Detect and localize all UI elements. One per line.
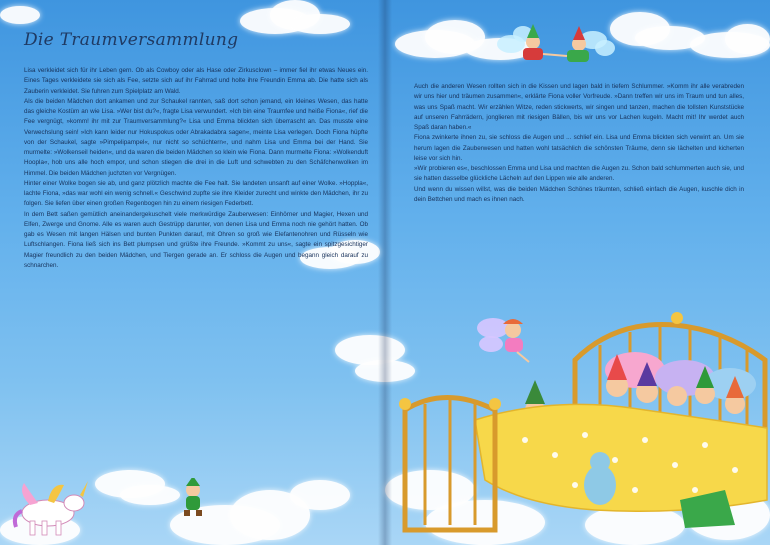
page-right [385, 0, 770, 545]
elf-icon [176, 478, 210, 518]
paragraph: Lisa verkleidet sich für ihr Leben gern. Ob als Cowboy oder als Hase oder Zirkusclown – immer fiel ihr etwas Neues ein. Eines Tages verkleidete sie sich als Fee, setzte sich auf ihr Fahrrad und holte ihre Freundin Emma ab. Die hatte sich als Zauberin verkleidet. Sie fuhren zum Spielplatz am Wald. [24, 67, 368, 95]
flying-fairies-icon [493, 20, 623, 80]
book-gutter [378, 0, 392, 545]
cloud [0, 6, 40, 24]
paragraph: Hinter einer Wolke bogen sie ab, und ganz plötzlich machte die Fee halt. Sie landeten unsanft auf einer Wolke. »Hoppla«, lachte Fiona, »das war wohl ein wenig schnell.« Geschwind zupfte sie ihre Kleider zurecht und winkte den Mädchen, ihr zu folgen. Sie liefen über einen großen Regenbogen hin zu einem riesigen Federbett. [24, 179, 368, 208]
story-text-right [414, 82, 744, 205]
paragraph: In dem Bett saßen gemütlich aneinandergekuschelt viele merkwürdige Zauberwesen: Einhörner und Magier, Hexen und Elfen, Zwerge und Gnome. Alle es waren auch Gestrüpp darunter, von denen Lisa und Emma noch nie gehört hatten. Ob gab es Wesen mit langen Hälsen und bunten Punkten darauf, mit Ohren so groß wie Elefantenohren und Rüsseln wie Luftschlangen. Fiona ließ sich ins Bett plumpsen und grüßte ihre Freunde. »Kommt zu uns«, sagte ein spitzgesichtiger Magier freundlich zu den beiden Mädchen, und Tiergen gerade an. Er schloss die Augen und begann gleich darauf zu schnarchen. [24, 210, 368, 269]
cloud [120, 485, 180, 505]
cloud [290, 480, 350, 510]
unicorn-icon [8, 475, 98, 540]
dream-bed-icon [385, 300, 770, 535]
paragraph: Und wenn du wissen willst, was die beiden Mädchen Schönes träumten, schließ einfach die Augen, kuschle dich in dein Bettchen und mach es ihnen nach. [414, 185, 744, 203]
paragraph: Fiona zwinkerte ihnen zu, sie schloss die Augen und ... schlief ein. Lisa und Emma blickten sich verwirrt an. Um sie herum lagen die Zauberwesen und hatten wohl tatsächlich die schönsten Träume, denn sie lächelten und kicherten leise vor sich hin. [414, 134, 744, 162]
story-text-left [24, 66, 368, 271]
paragraph: Als die beiden Mädchen dort ankamen und zur Schaukel rannten, saß dort schon jemand, ein kleines Wesen, das hatte das gleiche Kostüm an wie Lisa. »Wer bist du?«, fragte Lisa verwundert. »Ich bin eine Traumfee und heiße Fiona«, rief die Fee vergnügt, »komm! ihr mit zur Traumversammlung?« Lisa und Emma blickten sich überrascht an. Das musste eine Verwechslung sein! »Ich kann leider nur Hokuspokus oder Abrakadabra sagen«, meinte Lisa verlegen. Doch Fiona hüpfte von der Schaukel, sagte »Pimpelipampel«, nur nicht so schüchtern«, und nahm Lisa und Emma bei der Hand. Sie murmelte: »Wolkenseil heiden«, und da waren die beiden Mädchen so klein wie Fiona. Dann murmelte Fiona: »Wolkenduft Hoopla«, hob uns alle hoch empor, und schon stiegen die drei in die Luft und schwebten zu den Schäfchenwolken im Himmel. Die beiden Mädchen juchzten vor Vergnügen. [24, 97, 368, 177]
page-title: Die Traumversammlung [24, 30, 239, 50]
cloud [290, 14, 350, 34]
cloud [725, 24, 770, 54]
paragraph: Auch die anderen Wesen rollten sich in die Kissen und lagen bald in tiefem Schlummer. »Komm ihr alle verabreden wir uns hier und träumen zusammen«, erklärte Fiona voller Vorfreude. »Dann treffen wir uns im Traum und tun alles, was uns Spaß macht. Wir erzählen Witze, reden stickwerts, wir singen und tanzen, machen die tollsten Kunststücke auf unseren Fahrrädern, jonglieren mit riesigen Bällen, bis wir uns vor Lachen kugeln. Macht mit! Ihr werdet auch Spaß daran haben.« [414, 83, 744, 131]
paragraph: »Wir probieren es«, beschlossen Emma und Lisa und machten die Augen zu. Schon bald schlummerten auch sie, und sie hatten dasselbe glückliche Lächeln auf den Lippen wie alle anderen. [414, 165, 744, 183]
